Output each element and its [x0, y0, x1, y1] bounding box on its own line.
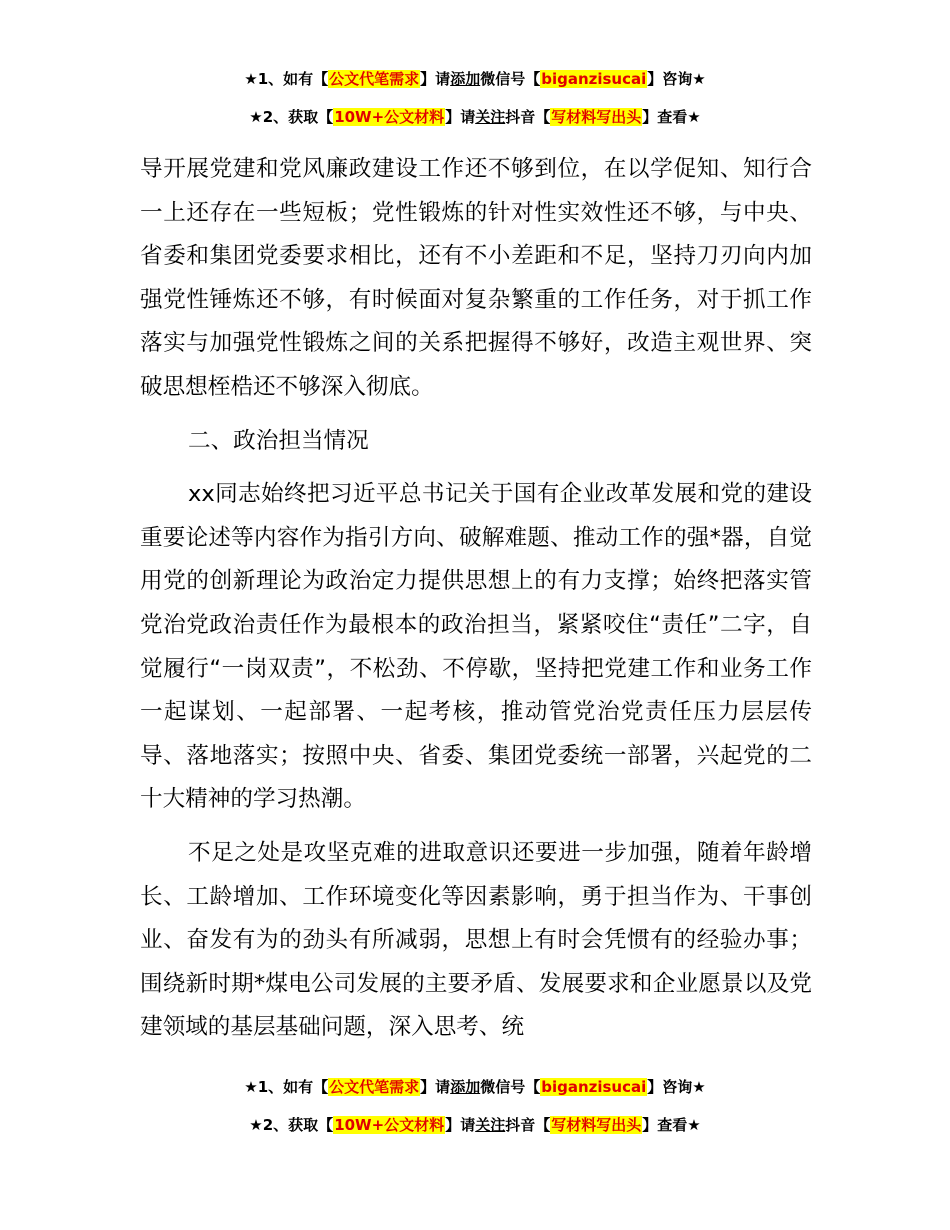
- highlight-service: 公文代笔需求: [329, 70, 420, 88]
- header-notice-line-1: ★1、如有【公文代笔需求】请添加微信号【biganzisucai】咨询★: [244, 70, 706, 88]
- paragraph-continued: 导开展党建和党风廉政建设工作还不够到位，在以学促知、知行合一上还存在一些短板；党性锻炼的针对性实效性还不够，与中央、省委和集团党委要求相比，还有不小差距和不足，坚持刀刃向内加强党性锤炼还不够，有时候面对复杂繁重的工作任务，对于抓工作落实与加强党性锻炼之间的关系把握得不够好，改造主观世界、突破思想桎梏还不够深入彻底。: [140, 156, 812, 400]
- highlight-wechat-id: biganzisucai: [541, 1078, 647, 1096]
- header-notice-line-2: ★2、获取【10W+公文材料】请关注抖音【写材料写出头】查看★: [249, 108, 701, 126]
- highlight-douyin-account: 写材料写出头: [551, 108, 642, 126]
- section-heading: 二、政治担当情况: [188, 427, 369, 454]
- paragraph-shortcomings: 不足之处是攻坚克难的进取意识还要进一步加强，随着年龄增长、工龄增加、工作环境变化等因素影响，勇于担当作为、干事创业、奋发有为的劲头有所减弱，思想上有时会凭惯有的经验办事；围绕新时期*煤电公司发展的主要矛盾、发展要求和企业愿景以及党建领域的基层基础问题，深入思考、统: [140, 839, 812, 1041]
- highlight-materials: 10W+公文材料: [334, 1116, 445, 1134]
- highlight-douyin-account: 写材料写出头: [551, 1116, 642, 1134]
- footer-notice-line-1: ★1、如有【公文代笔需求】请添加微信号【biganzisucai】咨询★: [244, 1078, 706, 1096]
- document-body: [140, 148, 812, 1050]
- paragraph-political-responsibility: xx同志始终把习近平总书记关于国有企业改革发展和党的建设重要论述等内容作为指引方向、破解难题、推动工作的强*器，自觉用党的创新理论为政治定力提供思想上的有力支撑；始终把落实管党治党政治责任作为最根本的政治担当，紧紧咬住“责任”二字，自觉履行“一岗双责”，不松劲、不停歇，坚持把党建工作和业务工作一起谋划、一起部署、一起考核，推动管党治党责任压力层层传导、落地落实；按照中央、省委、集团党委统一部署，兴起党的二十大精神的学习热潮。: [140, 481, 812, 813]
- highlight-materials: 10W+公文材料: [334, 108, 445, 126]
- footer-notice-line-2: ★2、获取【10W+公文材料】请关注抖音【写材料写出头】查看★: [249, 1116, 701, 1134]
- highlight-wechat-id: biganzisucai: [541, 70, 647, 88]
- highlight-service: 公文代笔需求: [329, 1078, 420, 1096]
